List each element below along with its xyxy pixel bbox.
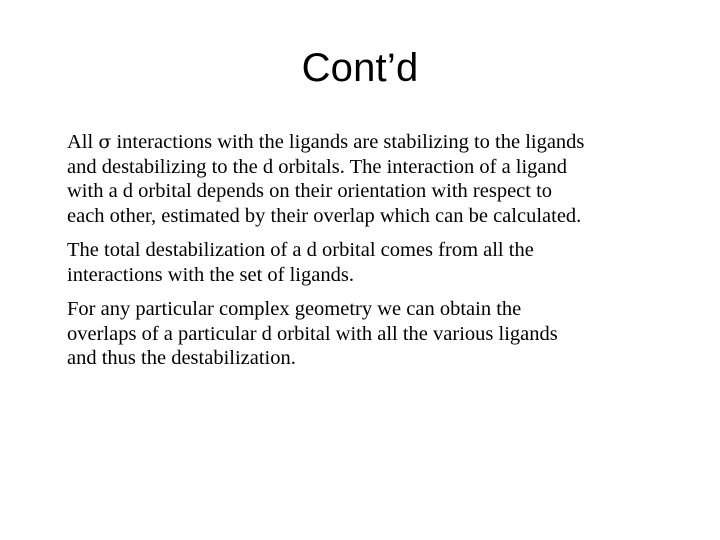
slide-title: Cont’d — [301, 46, 419, 90]
text-segment: All — [67, 131, 99, 153]
text-line: overlaps of a particular d orbital with all the various ligands — [67, 322, 558, 345]
text-line: interactions with the set of ligands. — [67, 263, 354, 286]
paragraph-complex-geometry — [67, 297, 687, 371]
slide-body — [67, 130, 687, 381]
sigma-symbol: σ — [98, 131, 112, 153]
paragraph-total-destabilization — [67, 238, 687, 287]
text-line: and destabilizing to the d orbitals. The interaction of a ligand — [67, 155, 568, 178]
text-line: and thus the destabilization. — [67, 347, 296, 369]
text-line: each other, estimated by their overlap which can be calculated. — [67, 204, 582, 227]
text-line: with a d orbital depends on their orientation with respect to — [67, 180, 553, 202]
text-segment: interactions with the ligands are stabilizing to the ligands — [111, 131, 585, 153]
paragraph-sigma-interactions — [67, 130, 687, 228]
text-line — [67, 130, 687, 155]
text-line: For any particular complex geometry we can obtain the — [67, 298, 522, 320]
text-line: The total destabilization of a d orbital comes from all the — [67, 239, 534, 261]
